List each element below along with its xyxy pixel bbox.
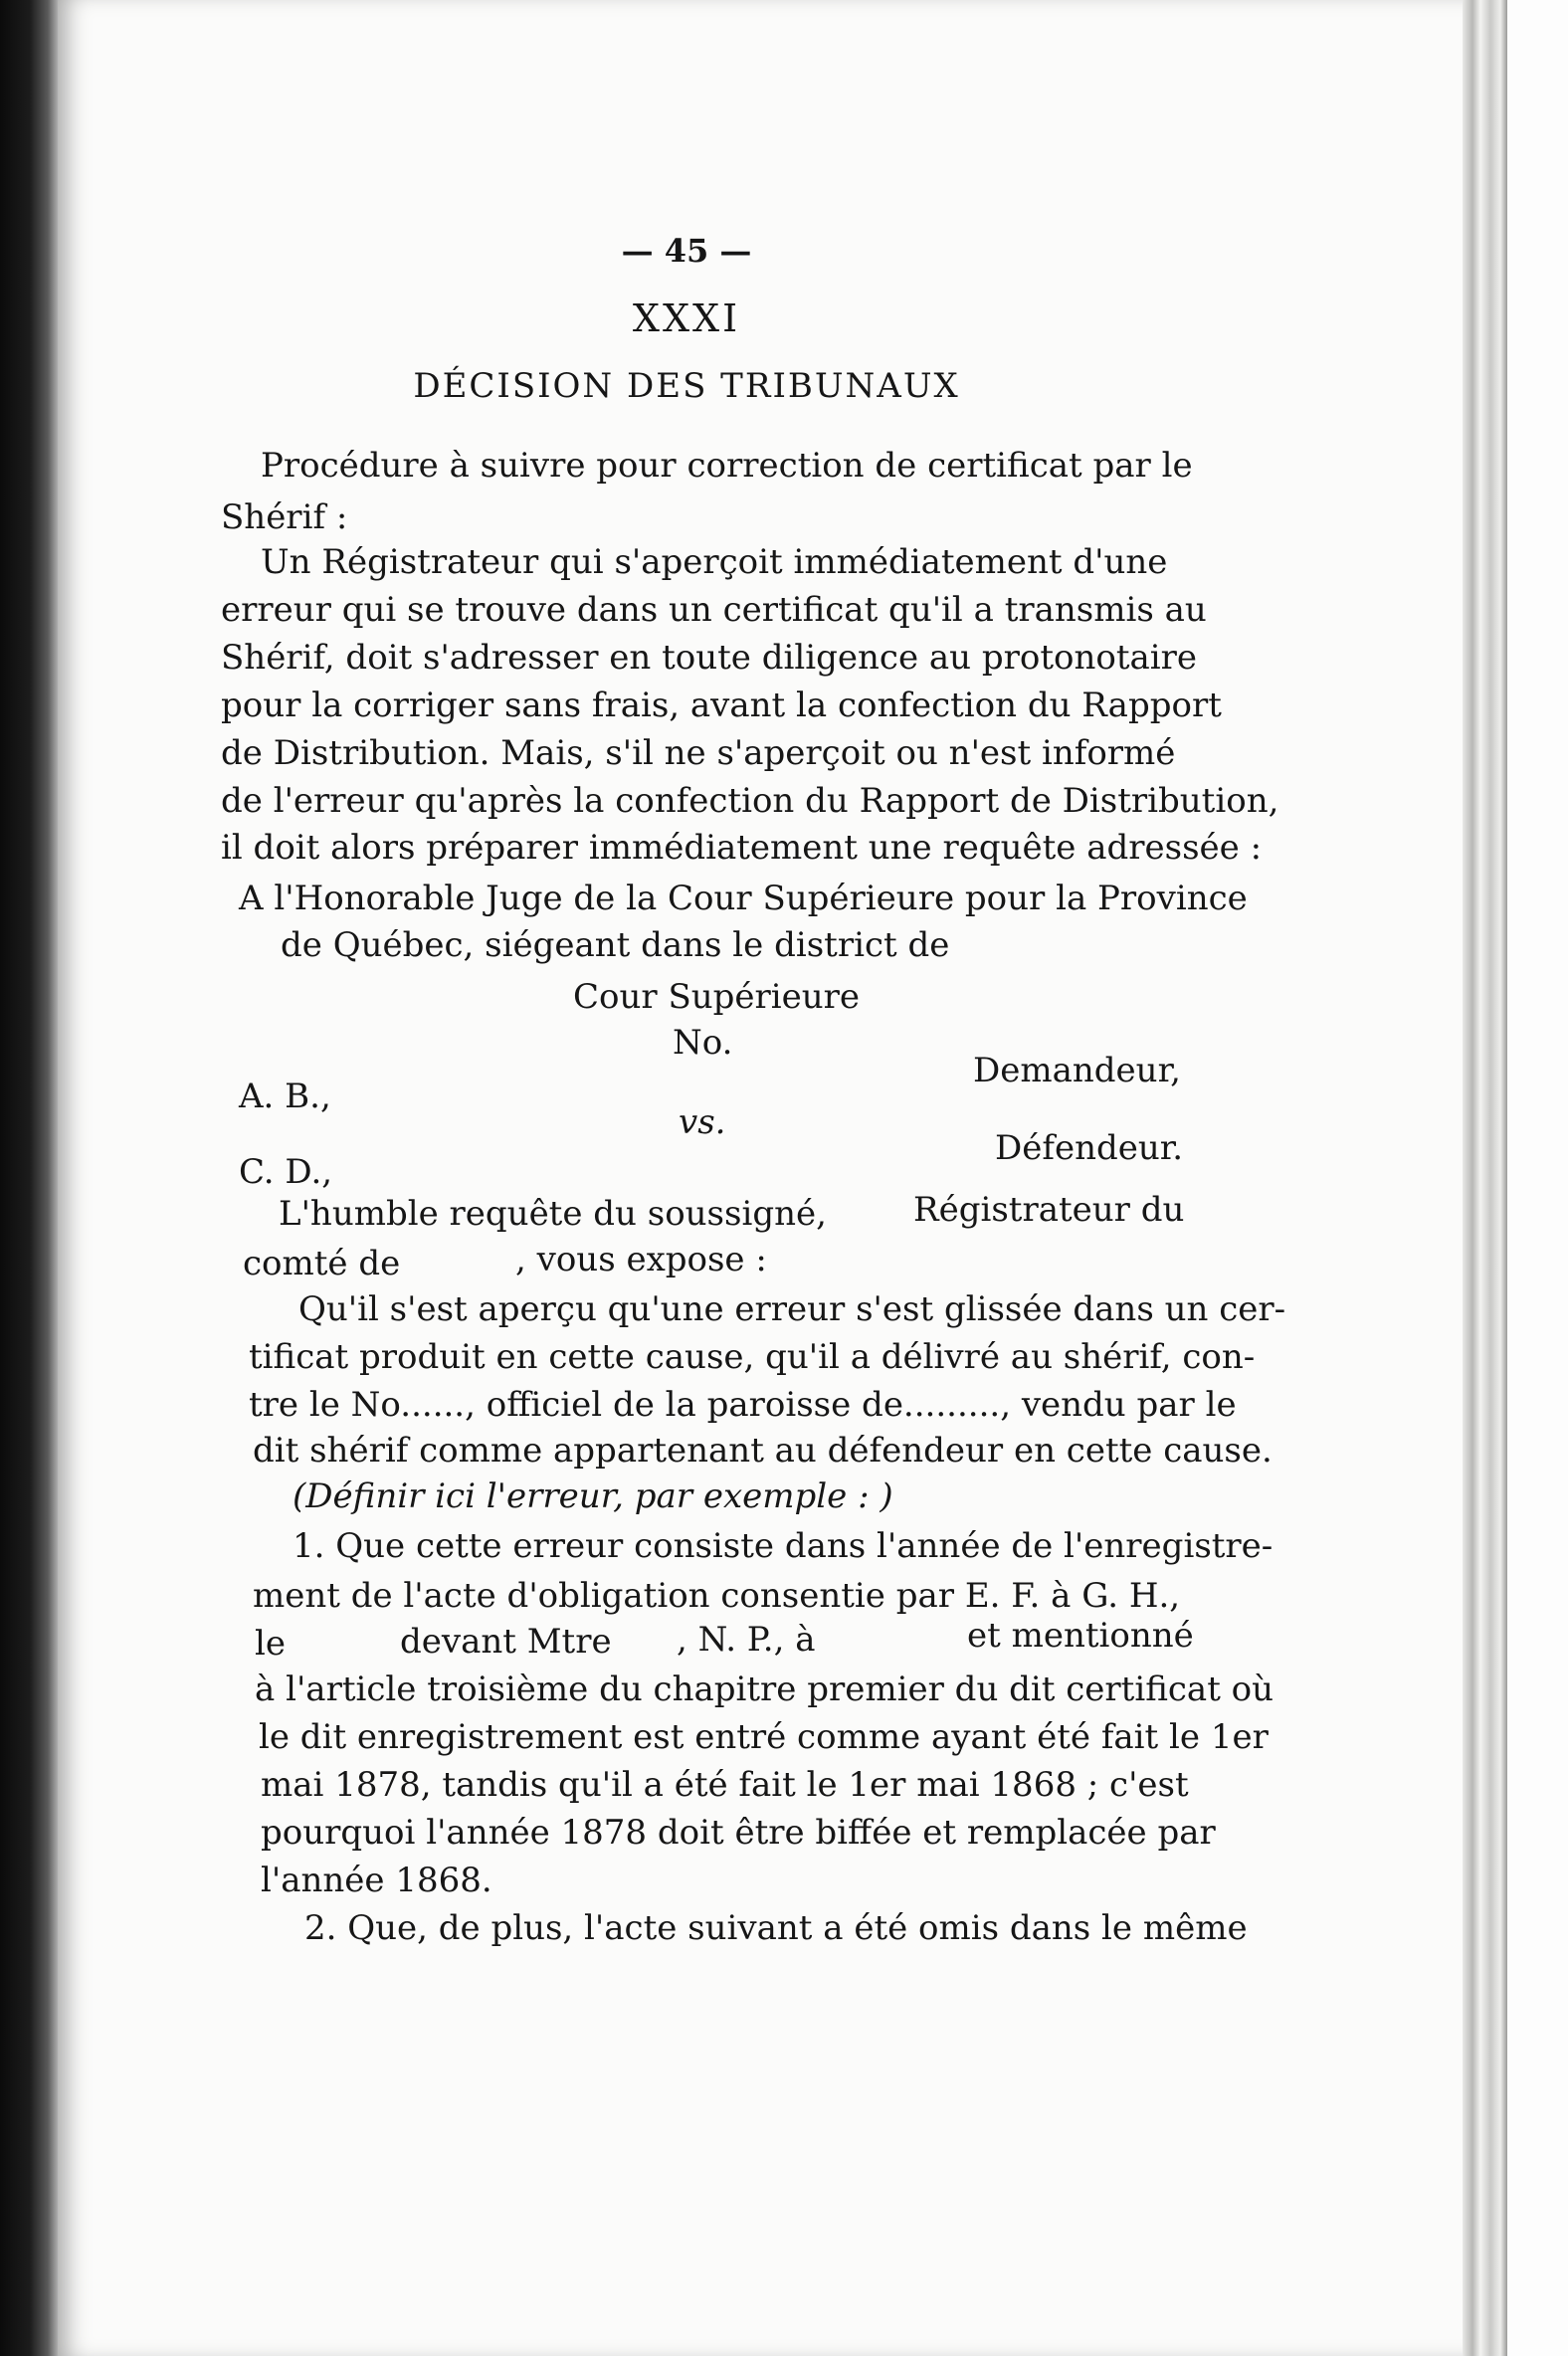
text-line: comté de [243,1244,401,1283]
text-line: 1. Que cette erreur consiste dans l'année de l'enregistre- [293,1526,1274,1566]
text-line: A l'Honorable Juge de la Cour Supérieure pour la Province [239,879,1248,918]
chapter-title: DÉCISION DES TRIBUNAUX [413,366,960,406]
plaintiff-label: Demandeur, [973,1051,1181,1090]
text-line: L'humble requête du soussigné, [279,1194,827,1234]
text-line: pourquoi l'année 1878 doit être biffée et remplacée par [261,1813,1216,1853]
text-line: ment de l'acte d'obligation consentie par E. F. à G. H., [253,1576,1181,1616]
text-line: de l'erreur qu'après la confection du Rapport de Distribution, [221,781,1279,821]
text-line: de Québec, siégeant dans le district de [281,925,950,965]
court-name: Cour Supérieure [573,977,861,1017]
defendant-name: C. D., [239,1152,333,1192]
text-line: Procédure à suivre pour correction de certificat par le [261,446,1193,486]
text-line: tificat produit en cette cause, qu'il a délivré au shérif, con- [249,1337,1256,1377]
text-line: Qu'il s'est aperçu qu'une erreur s'est glissée dans un cer- [298,1289,1286,1329]
text-line: Shérif, doit s'adresser en toute diligence au protonotaire [221,638,1198,678]
text-line: , vous expose : [515,1240,767,1279]
text-line: dit shérif comme appartenant au défendeur en cette cause. [253,1431,1273,1471]
text-line: il doit alors préparer immédiatement une requête adressée : [221,828,1263,868]
versus: vs. [679,1102,726,1142]
text-line: de Distribution. Mais, s'il ne s'aperçoit ou n'est informé [221,733,1176,773]
text-line: le dit enregistrement est entré comme ayant été fait le 1er [259,1717,1269,1757]
text-line: à l'article troisième du chapitre premier du dit certificat où [255,1669,1274,1709]
page-number: — 45 — [621,232,752,270]
text-line: pour la corriger sans frais, avant la confection du Rapport [221,686,1222,725]
text-line: erreur qui se trouve dans un certificat qu'il a transmis au [221,590,1207,630]
instruction-line: (Définir ici l'erreur, par exemple : ) [293,1476,893,1516]
text-line: Régistrateur du [913,1190,1185,1230]
plaintiff-name: A. B., [239,1077,331,1116]
text-line: le [255,1624,286,1664]
text-line: , N. P., à [677,1620,816,1660]
text-line: Un Régistrateur qui s'aperçoit immédiatement d'une [261,542,1168,582]
chapter-number: XXXI [632,296,741,340]
text-line: 2. Que, de plus, l'acte suivant a été omis dans le même [304,1908,1248,1948]
text-line: devant Mtre [400,1622,612,1662]
case-number: No. [673,1023,733,1063]
text-line: tre le No......, officiel de la paroisse de........., vendu par le [249,1385,1237,1425]
text-line: mai 1878, tandis qu'il a été fait le 1er mai 1868 ; c'est [261,1765,1189,1805]
text-line: l'année 1868. [261,1861,492,1900]
text-line: Shérif : [221,497,348,537]
text-line: et mentionné [967,1616,1194,1656]
defendant-label: Défendeur. [995,1128,1184,1168]
